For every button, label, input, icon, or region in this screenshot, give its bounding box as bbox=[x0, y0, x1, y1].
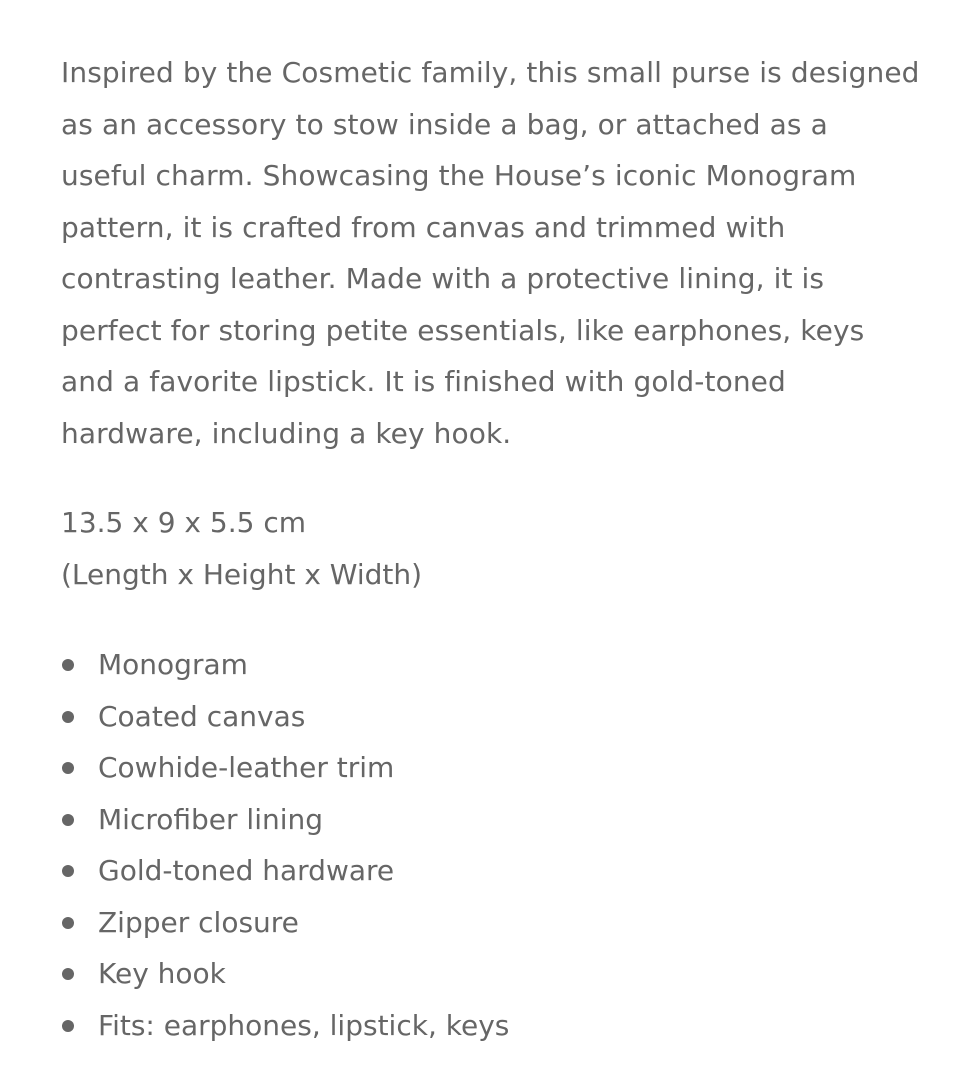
description-line: Inspired by the Cosmetic family, this small purse is designed bbox=[61, 56, 920, 89]
description-line: useful charm. Showcasing the House’s iconic Monogram bbox=[61, 159, 857, 192]
bullet-icon bbox=[62, 1020, 74, 1032]
bullet-icon bbox=[62, 968, 74, 980]
feature-label: Coated canvas bbox=[98, 699, 306, 733]
feature-item bbox=[61, 897, 911, 949]
product-description bbox=[61, 47, 920, 459]
feature-item bbox=[61, 1000, 911, 1052]
feature-item bbox=[61, 845, 911, 897]
description-line: hardware, including a key hook. bbox=[61, 416, 512, 450]
dimensions-legend: (Length x Height x Width) bbox=[61, 557, 423, 591]
dimensions-size: 13.5 x 9 x 5.5 cm bbox=[61, 506, 306, 539]
description-line: and a favorite lipstick. It is finished with gold-toned bbox=[61, 365, 786, 398]
bullet-icon bbox=[62, 865, 74, 877]
feature-item bbox=[61, 639, 911, 691]
bullet-icon bbox=[62, 659, 74, 671]
feature-list bbox=[61, 639, 911, 1051]
bullet-icon bbox=[62, 814, 74, 826]
feature-label: Gold-toned hardware bbox=[98, 854, 395, 887]
feature-item bbox=[61, 742, 911, 794]
product-details bbox=[61, 47, 920, 1051]
feature-item bbox=[61, 691, 911, 743]
description-line: perfect for storing petite essentials, like earphones, keys bbox=[61, 313, 865, 347]
description-line: contrasting leather. Made with a protective lining, it is bbox=[61, 262, 825, 295]
feature-label: Fits: earphones, lipstick, keys bbox=[98, 1008, 510, 1042]
bullet-icon bbox=[62, 711, 74, 723]
bullet-icon bbox=[62, 917, 74, 929]
feature-item bbox=[61, 948, 911, 1000]
feature-label: Cowhide-leather trim bbox=[98, 751, 395, 784]
feature-item bbox=[61, 794, 911, 846]
description-line: pattern, it is crafted from canvas and trimmed with bbox=[61, 210, 786, 244]
feature-label: Monogram bbox=[98, 648, 248, 681]
feature-label: Key hook bbox=[98, 957, 226, 990]
feature-label: Microfiber lining bbox=[98, 802, 324, 836]
product-dimensions bbox=[61, 497, 911, 600]
description-line: as an accessory to stow inside a bag, or attached as a bbox=[61, 107, 828, 141]
feature-label: Zipper closure bbox=[98, 905, 299, 939]
bullet-icon bbox=[62, 762, 74, 774]
